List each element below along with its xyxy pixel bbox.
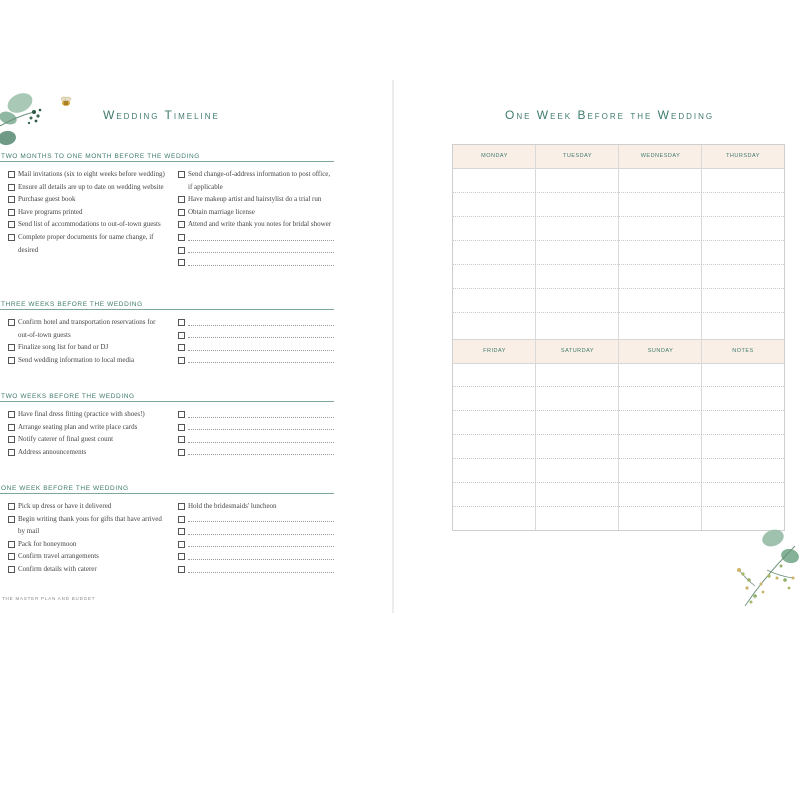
day-header-tuesday: TUESDAY — [562, 153, 593, 159]
writing-line — [453, 264, 784, 265]
checklist-item[interactable]: Address announcements — [8, 446, 168, 459]
checklist-column — [178, 408, 334, 458]
blank-checklist-line[interactable] — [178, 408, 334, 421]
checkbox[interactable] — [178, 332, 185, 339]
checklist-item[interactable]: Send change-of-address information to post office, if applicable — [178, 168, 334, 193]
section-heading: TWO MONTHS TO ONE MONTH BEFORE THE WEDDING — [0, 152, 334, 162]
checkbox[interactable] — [178, 516, 185, 523]
checkbox[interactable] — [178, 541, 185, 548]
day-header-sunday: SUNDAY — [647, 348, 674, 354]
checkbox[interactable] — [178, 424, 185, 431]
blank-checklist-line[interactable] — [178, 563, 334, 576]
checklist-item[interactable]: Mail invitations (six to eight weeks before wedding) — [8, 168, 168, 181]
checklist-item[interactable]: Notify caterer of final guest count — [8, 433, 168, 446]
checkbox[interactable] — [8, 209, 15, 216]
checkbox[interactable] — [178, 449, 185, 456]
checkbox[interactable] — [8, 357, 15, 364]
checklist-column — [8, 500, 168, 576]
page-footer: THE MASTER PLAN AND BUDGET — [2, 596, 96, 601]
section-heading: ONE WEEK BEFORE THE WEDDING — [0, 484, 334, 494]
checklist-column — [178, 316, 334, 366]
checklist-item[interactable]: Have programs printed — [8, 206, 168, 219]
checkbox[interactable] — [178, 411, 185, 418]
writing-line — [453, 288, 784, 289]
checkbox[interactable] — [178, 566, 185, 573]
checklist-item[interactable]: Ensure all details are up to date on wedding website — [8, 181, 168, 194]
page-title-wedding-timeline: Wedding Timeline — [103, 108, 220, 122]
checklist-item[interactable]: Complete proper documents for name change, if desired — [8, 231, 168, 256]
timeline-section — [0, 392, 334, 456]
checklist-item[interactable]: Pack for honeymoon — [8, 538, 168, 551]
checklist-item[interactable]: Have final dress fitting (practice with shoes!) — [8, 408, 168, 421]
blank-checklist-line[interactable] — [178, 421, 334, 434]
column-divider — [701, 145, 702, 530]
checkbox[interactable] — [8, 171, 15, 178]
writing-line — [453, 506, 784, 507]
blank-checklist-line[interactable] — [178, 231, 334, 244]
checklist-column — [8, 316, 168, 366]
checkbox[interactable] — [178, 344, 185, 351]
checklist-item[interactable]: Send wedding information to local media — [8, 354, 168, 367]
checklist-item[interactable]: Obtain marriage license — [178, 206, 334, 219]
checkbox[interactable] — [178, 247, 185, 254]
checkbox[interactable] — [8, 553, 15, 560]
timeline-section — [0, 484, 334, 573]
blank-checklist-line[interactable] — [178, 354, 334, 367]
checklist-item[interactable]: Hold the bridesmaids' luncheon — [178, 500, 334, 513]
writing-line — [453, 482, 784, 483]
blank-checklist-line[interactable] — [178, 329, 334, 342]
checkbox[interactable] — [178, 528, 185, 535]
checklist-item[interactable]: Arrange seating plan and write place cards — [8, 421, 168, 434]
blank-checklist-line[interactable] — [178, 244, 334, 257]
checkbox[interactable] — [178, 436, 185, 443]
blank-checklist-line[interactable] — [178, 433, 334, 446]
day-header-saturday: SATURDAY — [560, 348, 595, 354]
checkbox[interactable] — [8, 566, 15, 573]
timeline-section — [0, 152, 334, 254]
checkbox[interactable] — [8, 319, 15, 326]
checklist-item[interactable]: Attend and write thank you notes for bridal shower — [178, 218, 334, 231]
checkbox[interactable] — [178, 357, 185, 364]
writing-line — [453, 386, 784, 387]
checklist-item[interactable]: Have makeup artist and hairstylist do a trial run — [178, 193, 334, 206]
day-header-wednesday: WEDNESDAY — [640, 153, 681, 159]
checkbox[interactable] — [178, 234, 185, 241]
checkbox[interactable] — [8, 221, 15, 228]
checkbox[interactable] — [8, 184, 15, 191]
checkbox[interactable] — [178, 171, 185, 178]
writing-line — [453, 192, 784, 193]
checkbox[interactable] — [178, 196, 185, 203]
checklist-item[interactable]: Purchase guest book — [8, 193, 168, 206]
timeline-section — [0, 300, 334, 364]
checkbox[interactable] — [8, 411, 15, 418]
checkbox[interactable] — [8, 541, 15, 548]
checklist-item[interactable]: Confirm travel arrangements — [8, 550, 168, 563]
section-heading: TWO WEEKS BEFORE THE WEDDING — [0, 392, 334, 402]
checkbox[interactable] — [8, 516, 15, 523]
blank-checklist-line[interactable] — [178, 256, 334, 269]
checklist-item[interactable]: Finalize song list for band or DJ — [8, 341, 168, 354]
blank-checklist-line[interactable] — [178, 513, 334, 526]
page-title-one-week-before: One Week Before the Wedding — [505, 108, 715, 122]
checklist-item[interactable]: Confirm hotel and transportation reservations for out-of-town guests — [8, 316, 168, 341]
checkbox[interactable] — [8, 503, 15, 510]
checklist-item[interactable]: Begin writing thank yous for gifts that have arrived by mail — [8, 513, 168, 538]
checkbox[interactable] — [8, 436, 15, 443]
checkbox[interactable] — [8, 344, 15, 351]
checkbox[interactable] — [178, 259, 185, 266]
left-page — [0, 80, 392, 613]
notes-header: NOTES — [732, 348, 754, 354]
checklist-column — [178, 168, 334, 269]
blank-checklist-line[interactable] — [178, 316, 334, 329]
checklist-column — [178, 500, 334, 576]
page-gutter — [392, 80, 394, 613]
eucalyptus-decoration-icon — [0, 86, 50, 148]
eucalyptus-seeded-decoration-icon — [735, 526, 800, 616]
blank-checklist-line[interactable] — [178, 538, 334, 551]
bee-icon — [59, 96, 73, 108]
blank-checklist-line[interactable] — [178, 446, 334, 459]
checkbox[interactable] — [178, 221, 185, 228]
day-header-monday: MONDAY — [481, 153, 508, 159]
writing-line — [453, 240, 784, 241]
checklist-item[interactable]: Pick up dress or have it delivered — [8, 500, 168, 513]
checklist-column — [8, 408, 168, 458]
checklist-column — [8, 168, 168, 256]
section-heading: THREE WEEKS BEFORE THE WEDDING — [0, 300, 334, 310]
checkbox[interactable] — [178, 503, 185, 510]
writing-line — [453, 312, 784, 313]
blank-checklist-line[interactable] — [178, 550, 334, 563]
checklist-item[interactable]: Send list of accommodations to out-of-town guests — [8, 218, 168, 231]
book-spread — [0, 80, 800, 613]
checkbox[interactable] — [178, 553, 185, 560]
right-page — [395, 80, 800, 613]
checkbox[interactable] — [8, 449, 15, 456]
writing-line — [453, 434, 784, 435]
column-divider — [535, 145, 536, 530]
writing-line — [453, 410, 784, 411]
checkbox[interactable] — [8, 424, 15, 431]
checklist-item[interactable]: Confirm details with caterer — [8, 563, 168, 576]
blank-checklist-line[interactable] — [178, 341, 334, 354]
blank-checklist-line[interactable] — [178, 525, 334, 538]
day-header-thursday: THURSDAY — [726, 153, 760, 159]
checkbox[interactable] — [178, 209, 185, 216]
column-divider — [618, 145, 619, 530]
checkbox[interactable] — [8, 196, 15, 203]
weekly-planner-grid — [452, 144, 785, 531]
writing-line — [453, 216, 784, 217]
writing-line — [453, 458, 784, 459]
checkbox[interactable] — [8, 234, 15, 241]
checkbox[interactable] — [178, 319, 185, 326]
day-header-friday: FRIDAY — [483, 348, 506, 354]
